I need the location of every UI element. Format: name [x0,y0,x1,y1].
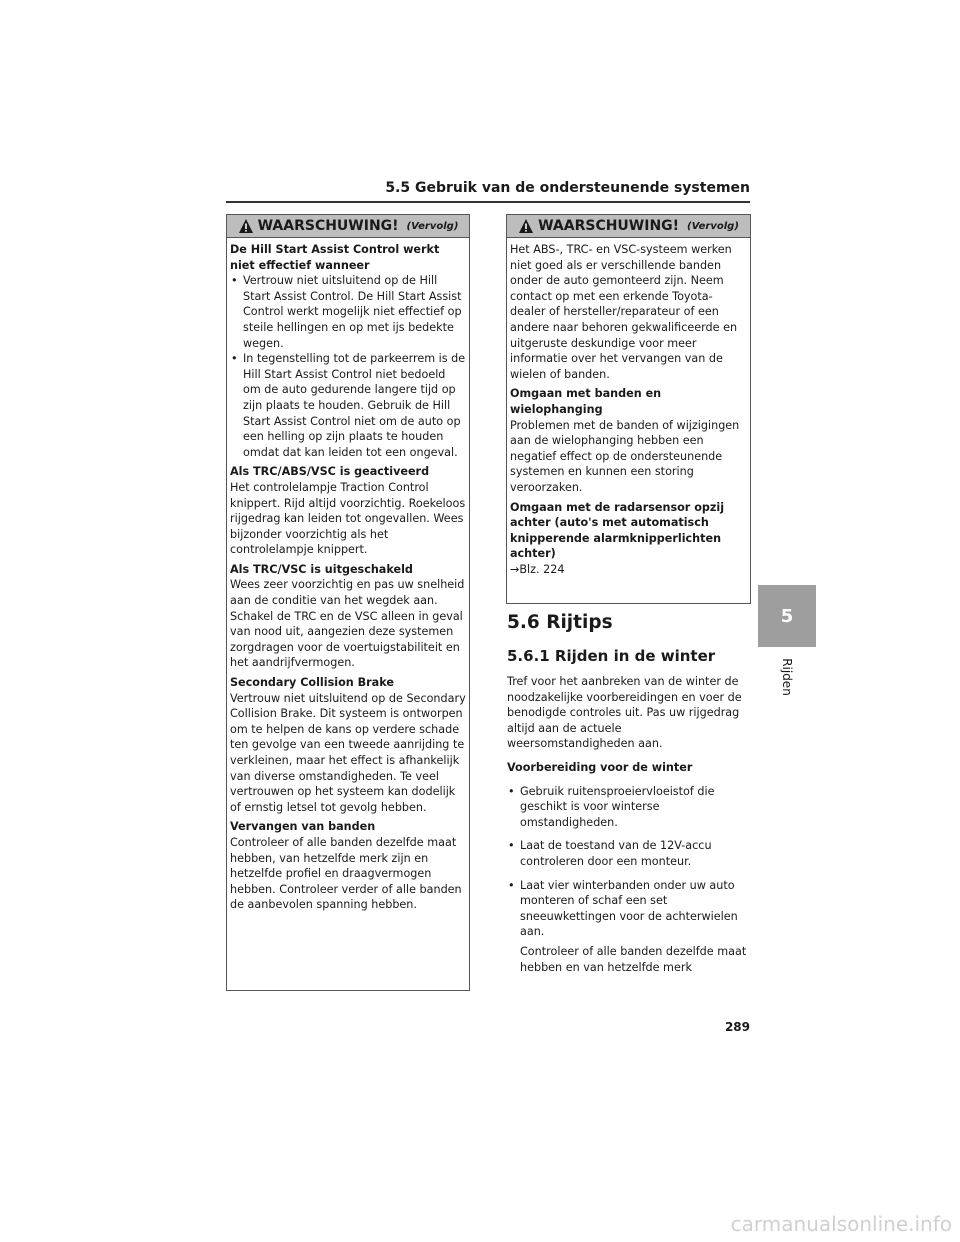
watermark: carmanualsonline.info [730,1212,952,1236]
warning-list [230,273,466,460]
subsection-title: 5.6.1 Rijden in de winter [507,647,716,665]
section-body [507,674,752,983]
warning-box-left [226,214,470,991]
warning-continued: (Vervolg) [406,220,459,232]
warning-list-item: • Vertrouw niet uitsluitend op de Hill Start Assist Control. De Hill Start Assist Control werkt mogelijk niet effectief op steile hellingen en op met ijs bedekte wegen. [230,273,466,351]
page-number: 289 [724,1020,750,1034]
warning-paragraph: Wees zeer voorzichtig en pas uw snelheid aan de conditie van het wegdek aan. Schakel de TRC en de VSC alleen in geval van nood uit, aangezien deze systemen zorgdragen voor de voertuigstabiliteit en het aandrijfvermogen. [230,578,465,670]
warning-heading: Secondary Collision Brake [230,676,394,690]
warning-heading: Omgaan met banden en wielophanging [510,387,662,416]
warning-label: WAARSCHUWING! [538,218,680,234]
chapter-tab[interactable]: 5 [758,585,816,647]
prep-list-item [507,878,752,976]
warning-body [227,238,469,913]
warning-heading: Als TRC/ABS/VSC is geactiveerd [230,465,430,479]
warning-label: WAARSCHUWING! [257,218,399,234]
prep-list-item-text: Laat vier winterbanden onder uw auto monteren of schaf een set sneeuwkettingen voor de achterwielen aan. [520,878,738,939]
warning-box-right [506,214,751,604]
warning-body [507,238,750,577]
chapter-label [758,647,816,707]
section-intro: Tref voor het aanbreken van de winter de noodzakelijke voorbereidingen en voer de benodigde controles uit. Pas uw rijgedrag altijd aan de actuele weersomstandigheden aan. [507,675,742,751]
prep-list-item: • Gebruik ruitensproeiervloeistof die geschikt is voor winterse omstandigheden. [507,784,752,831]
prep-heading: Voorbereiding voor de winter [507,760,693,774]
warning-heading: De Hill Start Assist Control werkt niet effectief wanneer [230,243,440,272]
warning-paragraph: Controleer of alle banden dezelfde maat hebben, van hetzelfde merk zijn en hetzelfde profiel en draagvermogen hebben. Controleer verder of alle banden de aanbevolen spanning hebben. [230,835,462,912]
running-header: 5.5 Gebruik van de ondersteunende systemen [385,180,750,196]
prep-list-item: • Laat de toestand van de 12V-accu controleren door een monteur. [507,838,752,869]
warning-heading: Als TRC/VSC is uitgeschakeld [230,562,413,576]
chapter-label-text: Rijden [780,658,794,696]
warning-heading: Vervangen van banden [230,820,376,834]
section-title: 5.6 Rijtips [507,612,613,633]
prep-list [507,784,752,976]
warning-triangle-icon [238,218,254,234]
warning-triangle-icon [518,218,534,234]
warning-paragraph: Het ABS-, TRC- en VSC-systeem werken niet goed als er verschillende banden onder de auto gemonteerd zijn. Neem contact op met een erkende Toyota-dealer of hersteller/reparateur of een andere naar behoren gekwalificeerde en uitgeruste deskundige voor meer informatie over het vervangen van de wielen of banden. [510,243,738,381]
warning-list-item: • In tegenstelling tot de parkeerrem is de Hill Start Assist Control niet bedoeld om de auto gedurende langere tijd op zijn plaats te houden. Gebruik de Hill Start Assist Control niet om de auto op een helling op zijn plaats te houden omdat dat kan leiden tot een ongeval. [230,351,466,460]
warning-header [227,215,469,238]
header-rule [226,201,750,203]
warning-heading: Omgaan met de radarsensor opzij achter (auto's met automatisch knipperende alarmknipperlichten achter) [510,500,725,561]
warning-continued: (Vervolg) [687,220,739,232]
page-reference-link[interactable]: →Blz. 224 [510,562,565,576]
warning-paragraph: Het controlelampje Traction Control knippert. Rijd altijd voorzichtig. Roekeloos rijgedrag kan leiden tot ongevallen. Wees bijzonder voorzichtig als het controlelampje knippert. [230,480,466,557]
prep-list-item-continuation: Controleer of alle banden dezelfde maat hebben en van hetzelfde merk [520,944,747,974]
warning-paragraph: Vertrouw niet uitsluitend op de Secondary Collision Brake. Dit systeem is ontworpen om te helpen de kans op verdere schade ten gevolge van een tweede aanrijding te verkleinen, maar het effect is afhankelijk van diverse omstandigheden. Te veel vertrouwen op het systeem kan dodelijk of ernstig letsel tot gevolg hebben. [230,691,466,814]
warning-paragraph: Problemen met de banden of wijzigingen aan de wielophanging hebben een negatief effect op de ondersteunende systemen en kunnen een storing veroorzaken. [510,418,740,494]
warning-header [507,215,750,238]
